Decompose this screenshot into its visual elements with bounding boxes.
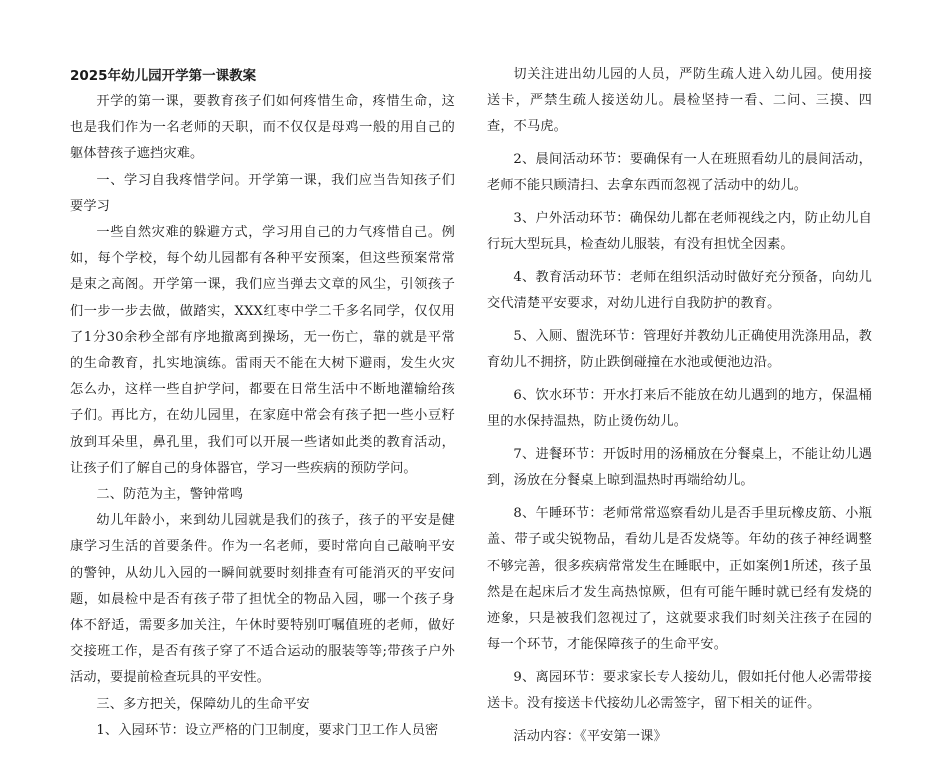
list-item: 2、晨间活动环节：要确保有一人在班照看幼儿的晨间活动，老师不能只顾清扫、去拿东西而忽视了活动中的幼儿。	[487, 152, 872, 194]
section-heading-3: 三、多方把关，保障幼儿的生命平安	[96, 696, 310, 712]
list-item: 4、教育活动环节：老师在组织活动时做好充分预备，向幼儿交代清楚平安要求，对幼儿进行自我防护的教育。	[487, 270, 872, 312]
continued-paragraph: 切关注进出幼儿园的人员，严防生疏人进入幼儿园。使用接送卡，严禁生疏人接送幼儿。晨检坚持一看、二问、三摸、四查，不马虎。	[487, 67, 872, 135]
right-column	[487, 62, 872, 757]
list-item: 3、户外活动环节：确保幼儿都在老师视线之内，防止幼儿自行玩大型玩具，检查幼儿服装，有没有担忧全因素。	[487, 211, 872, 253]
body-paragraph: 幼儿年龄小，来到幼儿园就是我们的孩子，孩子的平安是健康学习生活的首要条件。作为一名老师，要时常向自己敲响平安的警钟，从幼儿入园的一瞬间就要时刻排查有可能消灭的平安问题，如晨检中是否有孩子带了担忧全的物品入园，哪一个孩子身体不舒适，需要多加关注，午休时要特别叮嘱值班的老师，做好交接班工作，是否有孩子穿了不适合运动的服装等等;带孩子户外活动，要提前检查玩具的平安性。	[70, 513, 455, 686]
list-item: 8、午睡环节：老师常常巡察看幼儿是否手里玩橡皮筋、小瓶盖、带子或尖锐物品，看幼儿是否发烧等。年幼的孩子神经调整不够完善，很多疾病常常发生在睡眠中，正如案例1所述，孩子虽然是在起床后才发生高热惊厥，但有可能午睡时就已经有发烧的迹象，只是被我们忽视过了，这就要求我们时刻关注孩子在园的每一个环节，才能保障孩子的生命平安。	[487, 506, 872, 653]
intro-paragraph: 开学的第一课，要教育孩子们如何疼惜生命，疼惜生命，这也是我们作为一名老师的天职，而不仅仅是母鸡一般的用自己的躯体替孩子遮挡灾难。	[70, 94, 455, 162]
list-item: 7、进餐环节：开饭时用的汤桶放在分餐桌上，不能让幼儿遇到，汤放在分餐桌上晾到温热时再端给幼儿。	[487, 447, 872, 489]
list-item: 6、饮水环节：开水打来后不能放在幼儿遇到的地方，保温桶里的水保持温热，防止烫伤幼儿。	[487, 388, 872, 430]
list-item: 1、入园环节：设立严格的门卫制度，要求门卫工作人员密	[96, 722, 439, 738]
section-heading-1: 一、学习自我疼惜学问。开学第一课，我们应当告知孩子们要学习	[70, 172, 455, 214]
section-heading-2: 二、防范为主，警钟常鸣	[96, 487, 244, 503]
body-paragraph: 一些自然灾难的躲避方式，学习用自己的力气疼惜自己。例如，每个学校，每个幼儿园都有各种平安预案，但这些预案常常是束之高阁。开学第一课，我们应当弹去文章的风尘，引领孩子们一步一步去做，做踏实，XXX红枣中学二千多名同学，仅仅用了1分30余秒全部有序地撤离到操场，无一伤亡，靠的就是平常的生命教育，扎实地演练。雷雨天不能在大树下避雨，发生火灾怎么办，这样一些自护学问，都要在日常生活中不断地灌输给孩子们。再比方，在幼儿园里，在家庭中常会有孩子把一些小豆籽放到耳朵里，鼻孔里，我们可以开展一些诸如此类的教育活动，让孩子们了解自己的身体器官，学习一些疾病的预防学问。	[70, 225, 455, 476]
list-item: 9、离园环节：要求家长专人接幼儿，假如托付他人必需带接送卡。没有接送卡代接幼儿必需签字，留下相关的证件。	[487, 670, 872, 712]
activity-content-line: 活动内容：《平安第一课》	[513, 729, 667, 745]
left-column	[70, 60, 455, 744]
list-item: 5、入厕、盥洗环节：管理好并教幼儿正确使用洗涤用品，教育幼儿不拥挤，防止跌倒碰撞在水池或便池边沿。	[487, 329, 872, 371]
document-title: 2025年幼儿园开学第一课教案	[70, 68, 257, 84]
